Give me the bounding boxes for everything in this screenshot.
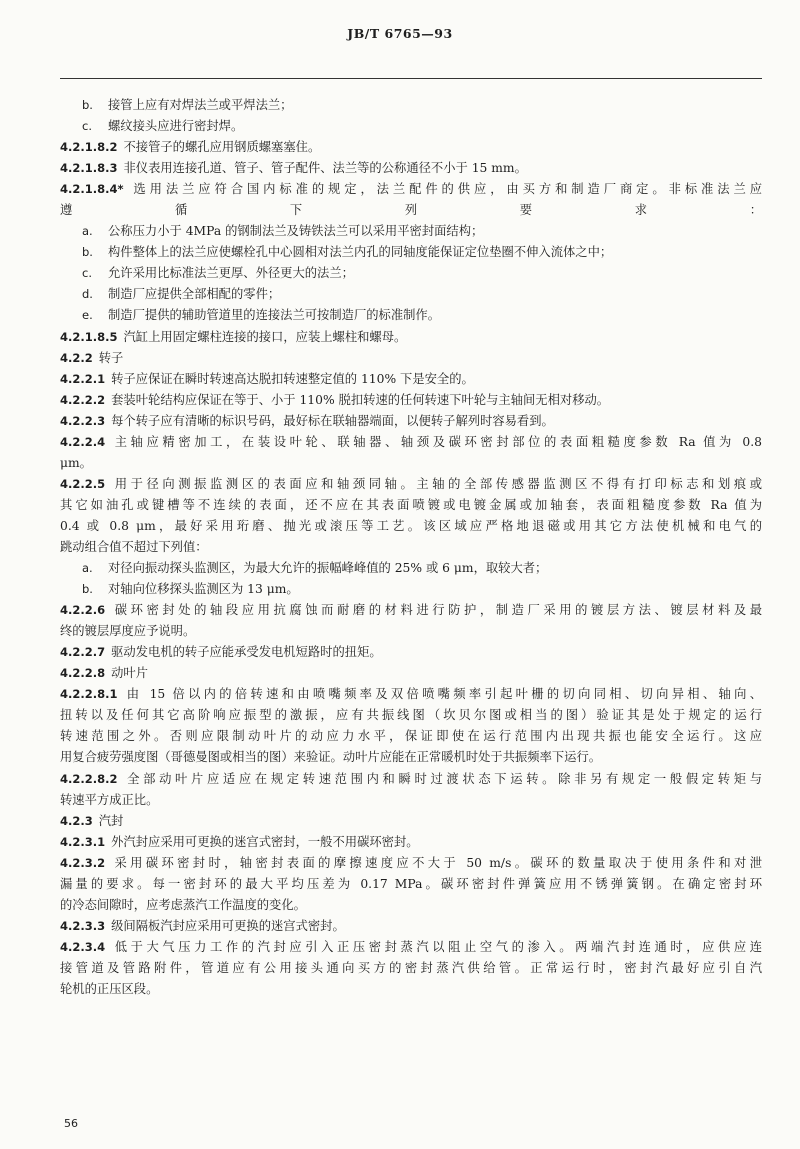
list-item — [60, 96, 762, 115]
list-item — [60, 264, 762, 283]
clause-text: 外汽封应采用可更换的迷宫式密封，一般不用碳环密封。 — [111, 834, 419, 849]
list-item-label: a. — [82, 561, 93, 576]
clause-line — [60, 180, 762, 199]
clause-line — [60, 643, 762, 662]
list-item — [60, 580, 762, 599]
list-item-label: e. — [82, 308, 93, 323]
list-item-label: a. — [82, 224, 93, 239]
paragraph-continuation: 用复合疲劳强度图（哥德曼图或相当的图）来验证。动叶片应能在正常暖机时处于共振频率下运行。 — [60, 750, 602, 765]
clause-line — [60, 854, 762, 873]
clause-line — [60, 685, 762, 704]
clause-line — [60, 370, 762, 389]
list-item-label: d. — [82, 287, 93, 302]
clause-text: 汽封 — [98, 813, 124, 828]
paragraph-continuation: 的冷态间隙时，应考虑蒸汽工作温度的变化。 — [60, 897, 306, 912]
clause-line — [60, 349, 762, 368]
clause-text: 低于大气压力工作的汽封应引入正压密封蒸汽以阻止空气的渗入。两端汽封连通时，应供应连 — [111, 939, 762, 954]
list-item-label: b. — [82, 98, 93, 112]
clause-line — [60, 938, 762, 957]
list-item-label: b. — [82, 245, 93, 260]
document-code-header: JB/T 6765—93 — [347, 26, 453, 41]
clause-line — [60, 770, 762, 789]
clause-number: 4.2.2.8.1 — [60, 687, 118, 702]
paragraph-continuation: 转速范围之外。否则应限制动叶片的动应力水平，保证即使在运行范围内出现共振也能安全运行。这应 — [60, 729, 762, 744]
list-item — [60, 306, 762, 325]
clause-number: 4.2.3 — [60, 813, 93, 828]
list-item-text: 螺纹接头应进行密封焊。 — [108, 119, 244, 134]
clause-number: 4.2.1.8.3 — [60, 161, 118, 176]
clause-number: 4.2.2.3 — [60, 413, 106, 428]
page-number: 56 — [64, 1117, 78, 1130]
list-item-label: c. — [82, 266, 92, 281]
list-item-text: 接管上应有对焊法兰或平焊法兰； — [108, 98, 293, 112]
list-item — [60, 117, 762, 136]
clause-line — [60, 159, 762, 178]
list-item — [60, 285, 762, 304]
clause-number: 4.2.1.8.2 — [60, 140, 118, 155]
clause-number: 4.2.2.8 — [60, 666, 106, 681]
clause-number: 4.2.3.4 — [60, 939, 106, 954]
list-item — [60, 559, 762, 578]
clause-number: 4.2.3.1 — [60, 834, 106, 849]
clause-text: 级间隔板汽封应采用可更换的迷宫式密封。 — [111, 918, 345, 933]
clause-line — [60, 917, 762, 936]
clause-text: 主轴应精密加工，在装设叶轮、联轴器、轴颈及碳环密封部位的表面粗糙度参数 Ra 值为 0.8 — [111, 434, 762, 449]
clause-line — [60, 812, 762, 831]
clause-number: 4.2.2.7 — [60, 645, 106, 660]
clause-number: 4.2.2.4 — [60, 434, 106, 449]
clause-text: 非仪表用连接孔道、管子、管子配件、法兰等的公称通径不小于 15 mm。 — [123, 161, 527, 176]
clause-text: 驱动发电机的转子应能承受发电机短路时的扭矩。 — [111, 645, 382, 660]
list-item-text: 公称压力小于 4MPa 的钢制法兰及铸铁法兰可以采用平密封面结构； — [108, 224, 484, 239]
paragraph-continuation: 轮机的正压区段。 — [60, 981, 159, 996]
list-item-text: 允许采用比标准法兰更厚、外径更大的法兰； — [108, 266, 354, 281]
paragraph-continuation: 其它如油孔或键槽等不连续的表面，还不应在其表面喷镀或电镀金属或加轴套，表面粗糙度参数 Ra 值为 — [60, 497, 762, 512]
clause-number: 4.2.2 — [60, 350, 93, 365]
list-item-label: c. — [82, 119, 92, 134]
clause-text: 碳环密封处的轴段应用抗腐蚀而耐磨的材料进行防护，制造厂采用的镀层方法、镀层材料及最 — [111, 603, 762, 618]
clause-line — [60, 601, 762, 620]
list-item-label: b. — [82, 582, 93, 597]
clause-line — [60, 412, 762, 431]
paragraph-continuation: 跳动组合值不超过下列值： — [60, 539, 208, 554]
clause-text: 不接管子的螺孔应用钢质螺塞塞住。 — [123, 140, 321, 155]
list-item — [60, 243, 762, 262]
clause-number: 4.2.2.6 — [60, 603, 106, 618]
paragraph-continuation: 终的镀层厚度应予说明。 — [60, 624, 196, 639]
clause-text: 采用碳环密封时，轴密封表面的摩擦速度应不大于 50 m/s。碳环的数量取决于使用条件和对泄 — [111, 855, 762, 870]
clause-text: 转子 — [98, 350, 124, 365]
clause-line — [60, 664, 762, 683]
list-item-text: 制造厂应提供全部相配的零件； — [108, 287, 281, 302]
clause-text: 动叶片 — [111, 666, 149, 681]
list-item-text: 构件整体上的法兰应使螺栓孔中心圆相对法兰内孔的同轴度能保证定位垫圈不伸入流体之中； — [108, 245, 613, 260]
clause-number: 4.2.3.3 — [60, 918, 106, 933]
clause-text: 选用法兰应符合国内标准的规定，法兰配件的供应，由买方和制造厂商定。非标准法兰应 — [129, 182, 762, 197]
paragraph-continuation: 遵循下列要求： — [60, 203, 762, 218]
header-rule — [60, 78, 762, 79]
list-item-text: 对径向振动探头监测区，为最大允许的振幅峰峰值的 25% 或 6 μm，取较大者； — [108, 561, 548, 576]
paragraph-continuation: 扭转以及任何其它高阶响应振型的激振，应有共振线图（坎贝尔图或相当的图）验证其是处于规定的运行 — [60, 708, 762, 723]
clause-line — [60, 833, 762, 852]
clause-text: 套装叶轮结构应保证在等于、小于 110% 脱扣转速的任何转速下叶轮与主轴间无相对移动。 — [111, 392, 610, 407]
list-item-text: 对轴向位移探头监测区为 13 μm。 — [108, 582, 299, 597]
clause-line — [60, 475, 762, 494]
clause-text: 由 15 倍以内的倍转速和由喷嘴频率及双倍喷嘴频率引起叶栅的切向同相、切向异相、轴向、 — [123, 687, 762, 702]
list-item-text: 制造厂提供的辅助管道里的连接法兰可按制造厂的标准制作。 — [108, 308, 441, 323]
clause-number: 4.2.2.8.2 — [60, 771, 118, 786]
clause-text: 每个转子应有清晰的标识号码，最好标在联轴器端面，以便转子解列时容易看到。 — [111, 413, 554, 428]
paragraph-continuation: μm。 — [60, 455, 92, 470]
paragraph-continuation: 漏量的要求。每一密封环的最大平均压差为 0.17 MPa。碳环密封件弹簧应用不锈弹簧钢。在确定密封环 — [60, 876, 762, 891]
clause-number: 4.2.3.2 — [60, 855, 106, 870]
paragraph-continuation: 接管道及管路附件，管道应有公用接头通向买方的密封蒸汽供给管。正常运行时，密封汽最好应引自汽 — [60, 960, 762, 975]
clause-line — [60, 138, 762, 157]
clause-number: 4.2.2.2 — [60, 392, 106, 407]
clause-text: 全部动叶片应适应在规定转速范围内和瞬时过渡状态下运转。除非另有规定一般假定转矩与 — [123, 771, 762, 786]
clause-number: 4.2.2.5 — [60, 476, 106, 491]
clause-line — [60, 391, 762, 410]
clause-number: 4.2.2.1 — [60, 371, 106, 386]
paragraph-continuation: 0.4 或 0.8 μm，最好采用珩磨、抛光或滚压等工艺。该区域应严格地退磁或用其它方法使机械和电气的 — [60, 518, 762, 533]
clause-line — [60, 328, 762, 347]
paragraph-continuation: 转速平方成正比。 — [60, 792, 159, 807]
clause-number: 4.2.1.8.4* — [60, 182, 124, 197]
clause-number: 4.2.1.8.5 — [60, 329, 118, 344]
clause-text: 用于径向测振监测区的表面应和轴颈同轴。主轴的全部传感器监测区不得有打印标志和划痕或 — [111, 476, 762, 491]
clause-text: 汽缸上用固定螺柱连接的接口，应装上螺柱和螺母。 — [123, 329, 407, 344]
clause-line — [60, 433, 762, 452]
clause-text: 转子应保证在瞬时转速高达脱扣转速整定值的 110% 下是安全的。 — [111, 371, 474, 386]
document-body — [60, 96, 762, 1001]
list-item — [60, 222, 762, 241]
